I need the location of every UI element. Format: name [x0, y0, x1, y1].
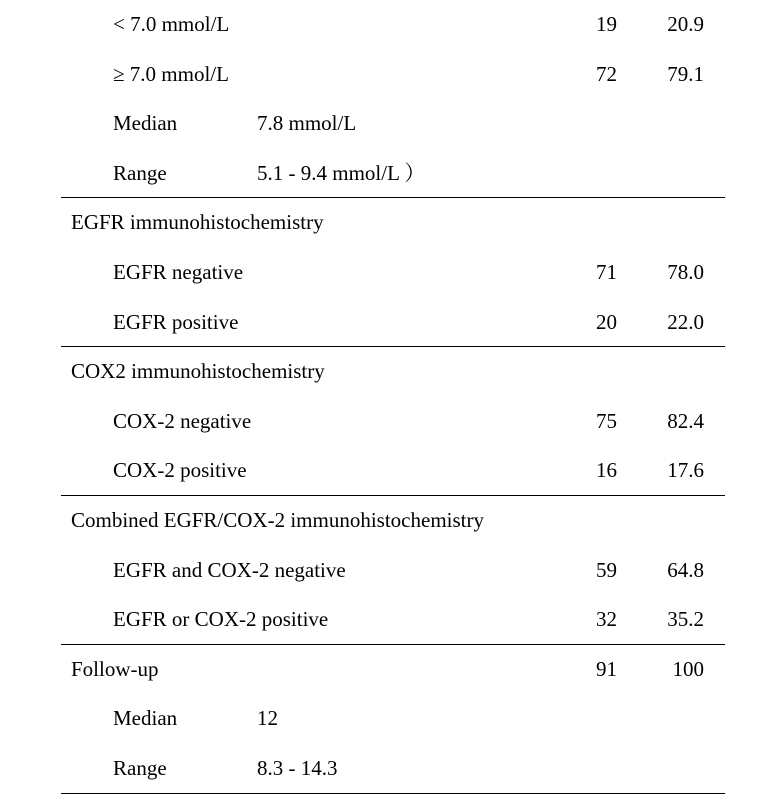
table-row — [0, 298, 770, 348]
count-cell: 72 — [596, 61, 617, 86]
row-label: EGFR and COX-2 negative — [113, 557, 346, 582]
row-label: < 7.0 mmol/L — [113, 12, 230, 36]
count-cell: 16 — [596, 458, 617, 483]
table-row — [0, 248, 770, 298]
percent-cell: 78.0 — [667, 260, 704, 284]
row-label: COX-2 positive — [113, 458, 247, 483]
section-divider — [61, 793, 725, 794]
section-heading: COX2 immunohistochemistry — [71, 359, 325, 384]
row-label: COX-2 negative — [113, 408, 252, 433]
percent-cell: 22.0 — [667, 309, 704, 334]
table-row — [0, 645, 770, 695]
count-cell: 20 — [596, 309, 617, 334]
table-row — [0, 0, 770, 50]
row-label: ≥ 7.0 mmol/L — [113, 61, 229, 86]
table-row — [0, 546, 770, 596]
row-label: Range — [113, 756, 167, 780]
table-row — [0, 397, 770, 447]
count-cell: 19 — [596, 12, 617, 36]
table-row — [0, 694, 770, 744]
count-cell: 32 — [596, 607, 617, 632]
percent-cell: 64.8 — [667, 557, 704, 582]
count-cell: 59 — [596, 557, 617, 582]
count-cell: 75 — [596, 408, 617, 433]
table-row — [0, 595, 770, 645]
percent-cell: 79.1 — [667, 61, 704, 86]
row-label: EGFR negative — [113, 260, 244, 284]
percent-cell: 100 — [672, 656, 704, 681]
table-row — [0, 149, 770, 199]
percent-cell: 82.4 — [667, 408, 704, 433]
table-row — [0, 446, 770, 496]
row-label: Range — [113, 160, 167, 185]
section-heading: EGFR immunohistochemistry — [71, 210, 324, 235]
row-label: Median — [113, 706, 178, 731]
row-label: Median — [113, 111, 178, 136]
row-value: 8.3 - 14.3 — [257, 756, 338, 780]
percent-cell: 17.6 — [667, 458, 704, 483]
section-heading: Follow-up — [71, 656, 159, 681]
row-value: 12 — [257, 706, 278, 731]
row-value: 5.1 - 9.4 mmol/L ） — [257, 160, 426, 185]
table-row — [0, 744, 770, 794]
count-cell: 91 — [596, 656, 617, 681]
table-row — [0, 496, 770, 546]
row-label: EGFR or COX-2 positive — [113, 607, 329, 632]
table-row — [0, 99, 770, 149]
section-heading: Combined EGFR/COX-2 immunohistochemistry — [71, 508, 484, 532]
count-cell: 71 — [596, 260, 617, 284]
table-row — [0, 347, 770, 397]
percent-cell: 20.9 — [667, 12, 704, 36]
row-value: 7.8 mmol/L — [257, 111, 357, 136]
table-row — [0, 50, 770, 100]
row-label: EGFR positive — [113, 309, 239, 334]
table-row — [0, 198, 770, 248]
percent-cell: 35.2 — [667, 607, 704, 632]
